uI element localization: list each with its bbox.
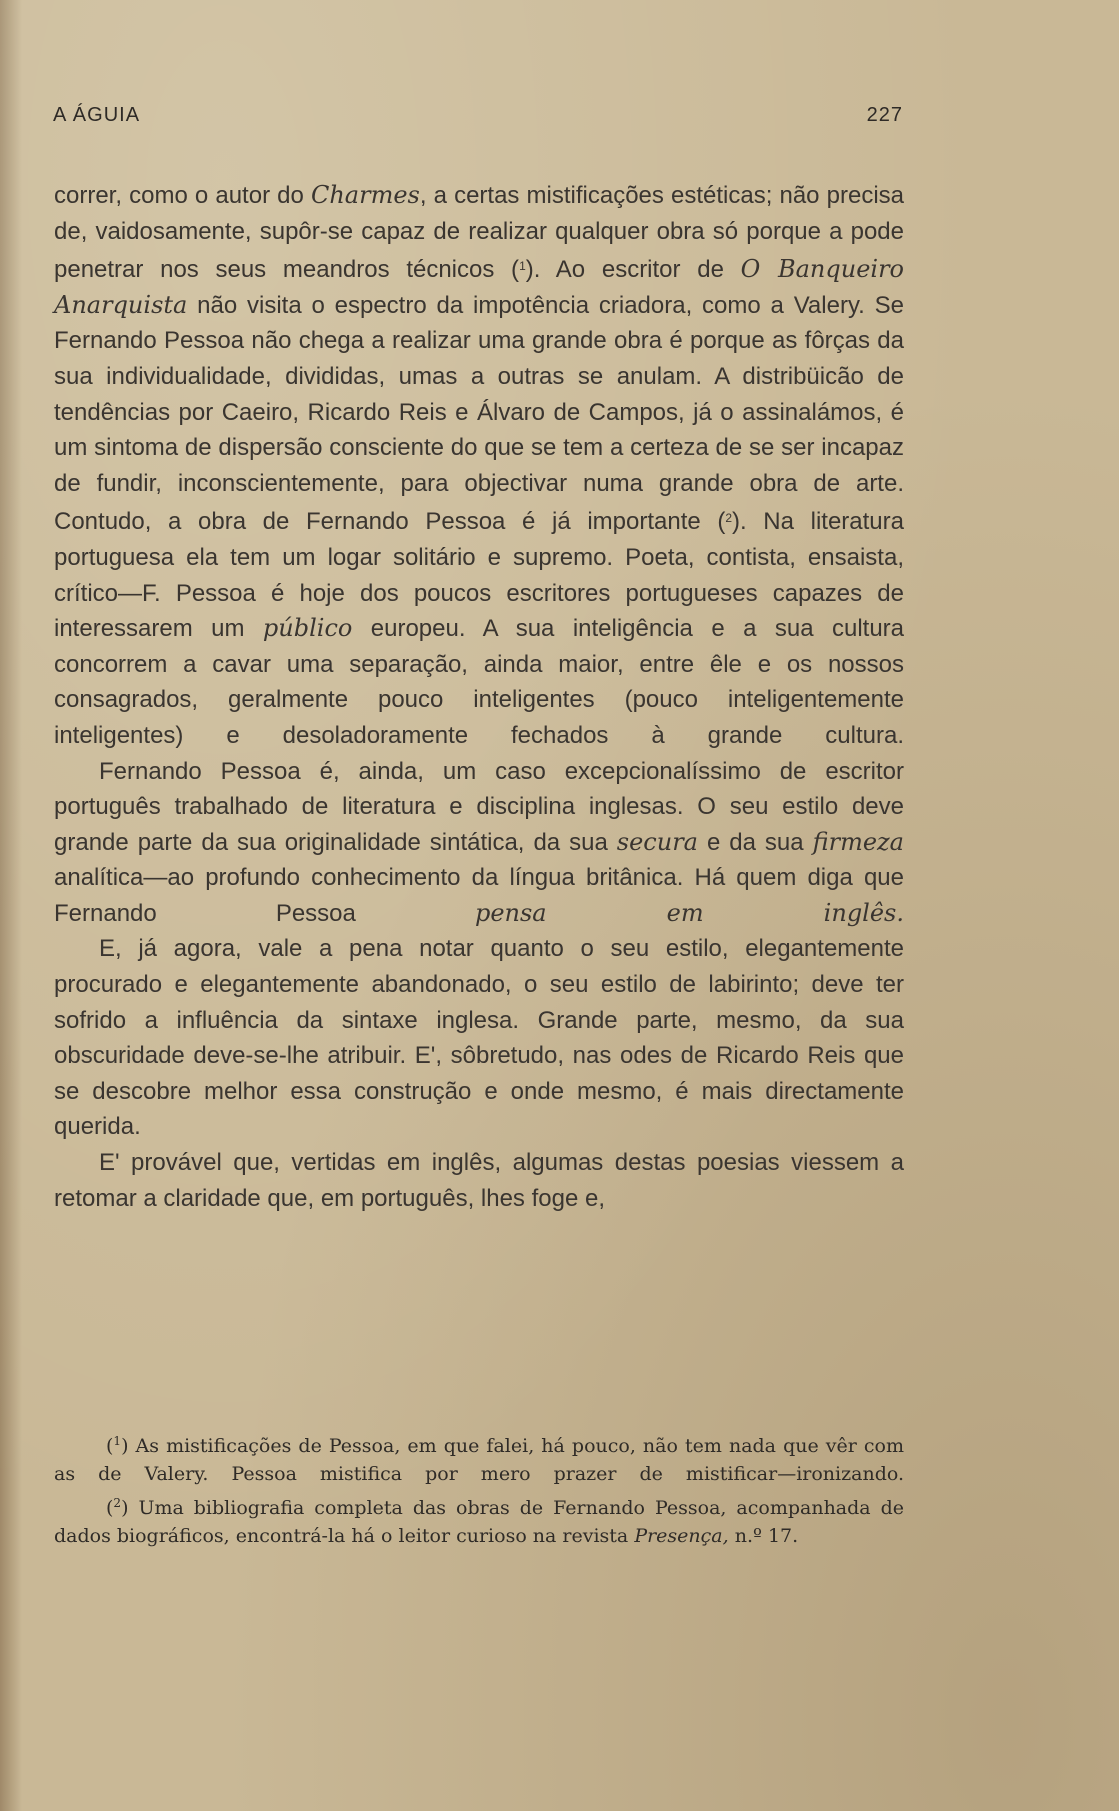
paragraph-1: correr, como o autor do Charmes, a certas mistificações estéticas; não precisa de, vaidosamente, supôr-se capaz de realizar qualquer obra só porque a pode penetrar nos seus meandros técnicos ($^1$). Ao escritor de O Banqueiro Anarquista não visita o espectro da impotência criadora, como a Valery. Se Fernando Pessoa não chega a realizar uma grande obra é porque as fôrças da sua individualidade, divididas, umas a outras se anulam. A distribüicão de tendências por Caeiro, Ricardo Reis e Álvaro de Campos, já o assinalámos, é um sintoma de dispersão consciente do que se tem a certeza de se ser incapaz de fundir, inconscientemente, para objectivar numa grande obra de arte. Contudo, a obra de Fernando Pessoa é já importante ($^2$). Na literatura portuguesa ela tem um logar solitário e supremo. Poeta, contista, ensaista, crítico—F. Pessoa é hoje dos poucos escritores portugueses capazes de interessarem um público europeu. A sua inteligência e a sua cultura concorrem a cavar uma separação, ainda maior, entre êle e os nossos consagrados, geralmente pouco inteligentes (pouco inteligentemente inteligentes) e desoladoramente fechados à grande cultura.	[54, 181, 905, 749]
paragraph-4: E' provável que, vertidas em inglês, algumas destas poesias viessem a retomar a claridade que, em português, lhes foge e,	[54, 1149, 904, 1212]
main-text	[54, 178, 904, 1216]
paragraph-3: E, já agora, vale a pena notar quanto o seu estilo, elegantemente procurado e elegantemente abandonado, o seu estilo de labirinto; deve ter sofrido a influência da sintaxe inglesa. Grande parte, mesmo, da sua obscuridade deve-se-lhe atribuir. E', sôbretudo, nas odes de Ricardo Reis que se descobre melhor essa construção e onde mesmo, é mais directamente querida.	[54, 935, 904, 1141]
title-charmes: Charmes	[310, 181, 420, 209]
emphasis-pensa: pensa em inglês.	[474, 898, 904, 927]
footnote-ref-2: 2	[725, 511, 733, 526]
emphasis-secura: secura	[616, 827, 698, 856]
page-number: 227	[866, 104, 903, 126]
footnote-1: ($^1$) As mistificações de Pessoa, em que falei, há pouco, não tem nada que vêr com as de Valery. Pessoa mistifica por mero prazer de mistificar—ironizando.	[54, 1434, 904, 1486]
title-banqueiro: O Banqueiro Anarquista	[54, 255, 905, 319]
emphasis-firmeza: firmeza	[812, 827, 904, 856]
journal-presenca: Presença,	[634, 1524, 729, 1547]
footnotes	[54, 1427, 904, 1550]
emphasis-publico: público	[262, 614, 353, 643]
paragraph-2: Fernando Pessoa é, ainda, um caso excepcionalíssimo de escritor português trabalhado de literatura e disciplina inglesas. O seu estilo deve grande parte da sua originalidade sintática, da sua secura e da sua firmeza analítica—ao profundo conhecimento da língua britânica. Há quem diga que Fernando Pessoa pensa em inglês.	[54, 757, 904, 927]
running-header	[53, 104, 903, 140]
footnote-ref-1: 1	[519, 259, 526, 274]
running-title: A ÁGUIA	[53, 104, 141, 126]
footnote-2: ($^2$) Uma bibliografia completa das obras de Fernando Pessoa, acompanhada de dados biográficos, encontrá-la há o leitor curioso na revista Presença, n.º 17.	[54, 1495, 904, 1547]
